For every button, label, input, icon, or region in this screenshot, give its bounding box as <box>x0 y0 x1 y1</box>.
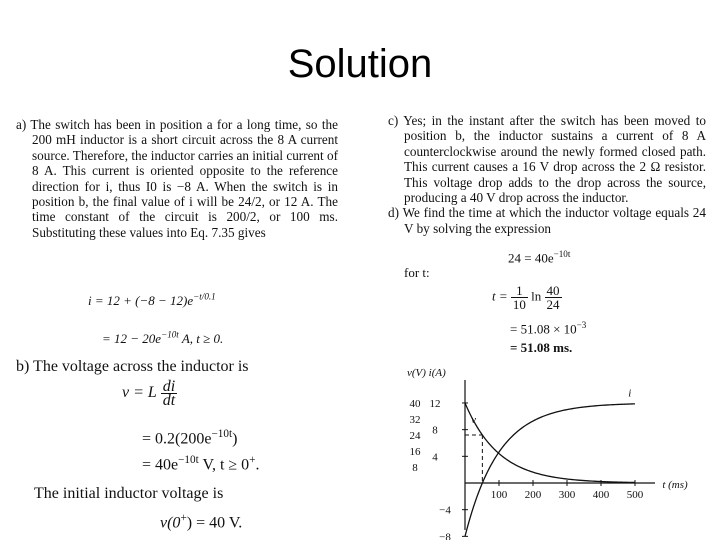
ln-fraction <box>545 284 562 311</box>
ln: ln <box>531 288 542 304</box>
eq-v-lhs: v = L <box>122 384 157 402</box>
v0-sup: + <box>180 512 187 524</box>
part-c-d-text <box>388 113 706 236</box>
part-b-v0 <box>160 512 242 532</box>
eq-v3-tail: V, t ≥ 0 <box>202 456 250 474</box>
v-tick-label: 32 <box>409 414 421 426</box>
t-lhs: t = <box>492 288 508 304</box>
eq-v3-sup: + <box>249 454 256 466</box>
eq2-tail: A, t ≥ 0. <box>181 331 224 347</box>
part-d-eq-main <box>508 249 570 266</box>
part-b-eq-v <box>122 380 177 407</box>
part-a-eq1 <box>88 292 216 309</box>
part-a-eq2 <box>102 330 223 347</box>
part-b-intro: b) The voltage across the inductor is <box>16 358 249 375</box>
eq-v2-tail: ) <box>232 430 238 448</box>
slide-title: Solution <box>287 42 433 86</box>
v0-rhs: ) = 40 V. <box>186 514 243 532</box>
eq-v2-exp: −10t <box>211 428 233 440</box>
t-val1-text: = 51.08 × 10 <box>510 321 577 337</box>
di: di <box>162 378 176 395</box>
v-tick-label: 40 <box>409 398 421 410</box>
v-series-line <box>465 403 635 482</box>
x-tick-label: 200 <box>524 489 542 501</box>
x-tick-label: 100 <box>490 489 508 501</box>
part-d-t-val1 <box>510 320 586 337</box>
eq1-exp: −t/0.1 <box>193 292 216 302</box>
eq-v2-text: = 0.2(200e <box>142 430 212 448</box>
v0-lhs: v(0 <box>160 514 181 532</box>
part-a-text <box>16 117 338 240</box>
t-val1-exp: −3 <box>576 320 587 330</box>
part-d-t-eq <box>492 284 562 311</box>
ln-num: 40 <box>546 283 560 298</box>
part-b-eq-v2 <box>142 428 237 448</box>
v-i-graph <box>380 360 688 540</box>
i-tick-label: 4 <box>432 451 438 464</box>
x-tick-label: 300 <box>558 489 576 501</box>
eq-v3-end: . <box>255 456 260 474</box>
di-dt-fraction <box>161 380 177 407</box>
part-c-body: Yes; in the instant after the switch has been moved to position b, the inductor sustains a current of 8 A counterclockwise around the newly formed closed path. This current causes a 16 V drop across the 2 Ω resistor. This voltage drop adds to the drop across the source, producing a 40 V drop across the inductor. <box>403 113 706 206</box>
eq-v3-text: = 40e <box>142 456 179 474</box>
i-series-line <box>465 404 635 537</box>
i-tick-label: 12 <box>429 397 441 410</box>
v-tick-label: 16 <box>409 446 421 458</box>
ln-den: 24 <box>546 297 560 312</box>
part-b-initial-text: The initial inductor voltage is <box>34 485 224 502</box>
x-tick-label: 500 <box>626 489 644 501</box>
v-tick-label: 8 <box>412 462 418 474</box>
x-tick-label: 400 <box>592 489 610 501</box>
i-tick-label: 8 <box>432 424 438 437</box>
part-d-body: We find the time at which the inductor voltage equals 24 V by solving the expression <box>402 205 706 236</box>
x-axis-label: t (ms) <box>662 479 688 491</box>
part-d-t-val2 <box>510 340 572 356</box>
eq1-text: i = 12 + (−8 − 12)e <box>88 293 194 309</box>
one-tenth-fraction <box>511 284 528 311</box>
dt: dt <box>162 392 176 409</box>
eq-main-text: 24 = 40e <box>508 250 554 266</box>
i-tick-label-neg: −4 <box>439 504 451 517</box>
v-series-label: v <box>471 414 477 426</box>
y-axis-label: v(V) i(A) <box>407 367 446 379</box>
t-frac-num: 1 <box>511 284 528 298</box>
part-d-for-t: for t: <box>404 265 430 280</box>
t-val2-text: = 51.08 ms. <box>510 340 573 355</box>
eq-main-exp: −10t <box>553 249 571 259</box>
part-d-label: d) <box>388 205 399 221</box>
part-b-eq-v3 <box>142 454 259 474</box>
eq-v3-exp: −10t <box>178 454 199 466</box>
eq2-exp: −10t <box>161 330 179 340</box>
part-a-body: The switch has been in position a for a long time, so the 200 mH inductor is a short circuit across the 8 A current source. Therefore, the inductor carries an initial current of 8 A. This current is oriented opposite to the reference direction for i, thus I0 is −8 A. When the switch is in position b, the final value of i will be 24/2, or 12 A. The time constant of the circuit is 200/2, or 100 ms. Substituting these values into Eq. 7.35 gives <box>30 117 338 240</box>
i-tick-label-neg: −8 <box>439 531 451 540</box>
part-a-label: a) <box>16 117 27 132</box>
t-frac-den: 10 <box>512 297 526 312</box>
part-c-label: c) <box>388 113 399 128</box>
v-tick-label: 24 <box>409 430 421 442</box>
eq2-text: = 12 − 20e <box>102 331 162 347</box>
i-series-label: i <box>628 387 632 400</box>
